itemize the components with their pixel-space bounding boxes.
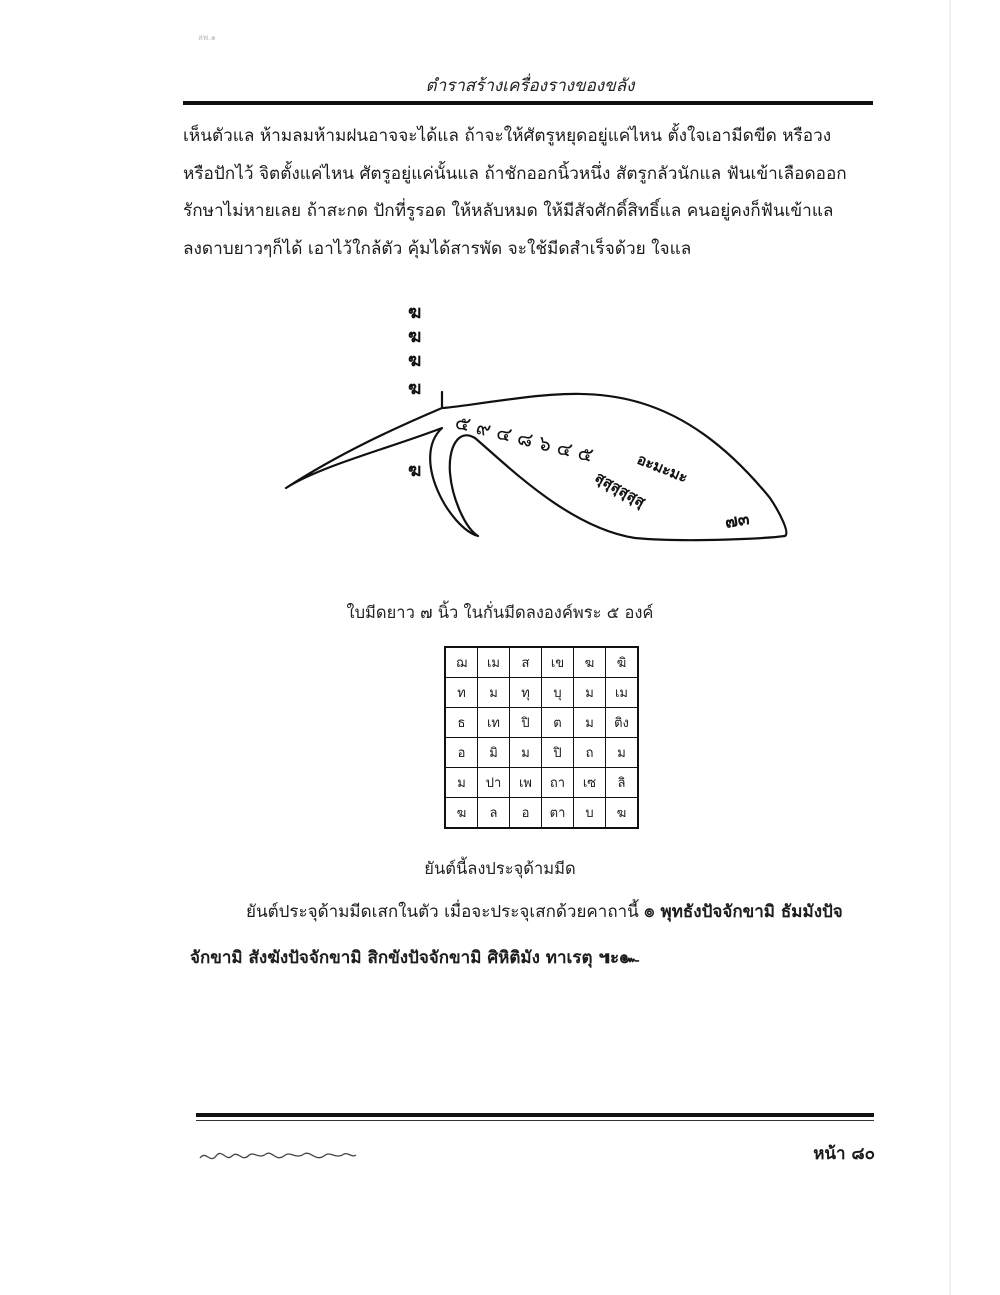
blade-inscription: ๕ ๙ ๔ ๘ ๖ ๔ ๕ [452, 409, 596, 468]
knife-caption: ใบมีดยาว ๗ นิ้ว ในกั่นมีดลงองค์พระ ๕ องค์ [346, 603, 654, 622]
grid-row [445, 678, 638, 708]
grid-cell: ม [478, 678, 510, 708]
grid-cell: ฆิ [606, 647, 639, 678]
grid-cell: ฆ [574, 647, 606, 678]
grid-cell: ทุ [510, 678, 542, 708]
grid-row [445, 768, 638, 798]
incantation-line-2 [190, 936, 880, 980]
grid-row [445, 708, 638, 738]
grid-cell: เข [542, 647, 574, 678]
grid-row [445, 738, 638, 768]
incantation-text: ๏ พุทธังปัจจักขามิ ธัมมังปัจ [644, 902, 843, 922]
knife-figure [280, 298, 800, 588]
grid-cell: ตา [542, 798, 574, 829]
incantation-line-1 [246, 890, 876, 934]
grid-cell: เซ [574, 768, 606, 798]
footer-rule [196, 1113, 874, 1117]
grid-cell: ส [510, 647, 542, 678]
grid-cell: อ [510, 798, 542, 829]
grid-cell: ม [606, 738, 639, 768]
corner-mark: ลพ.๑ [198, 33, 216, 42]
grid-cell: เพ [510, 768, 542, 798]
grid-cell: เท [478, 708, 510, 738]
side-glyph: ฆ [408, 350, 422, 371]
yantra-grid [444, 646, 639, 829]
grid-cell: ปิ [542, 738, 574, 768]
grid-cell: ฆ [445, 798, 478, 829]
side-glyph: ฆ [408, 302, 422, 323]
grid-row [445, 798, 638, 829]
body-line: เห็นตัวแล ห้ามลมห้ามฝนอาจจะได้แล ถ้าจะให้ศัตรูหยุดอยู่แค่ไหน ตั้งใจเอามีดขีด หรือวง [183, 126, 832, 146]
side-glyph: ฆ [408, 326, 422, 347]
grid-cell: ถา [542, 768, 574, 798]
grid-cell: บ [574, 798, 606, 829]
grid-cell: ม [510, 738, 542, 768]
grid-row [445, 647, 638, 678]
footer-rule-thin [196, 1120, 874, 1121]
grid-cell: ปิ [510, 708, 542, 738]
body-text [183, 118, 875, 268]
grid-cell: ลิ [606, 768, 639, 798]
body-line: หรือปักไว้ จิตตั้งแค่ไหน ศัตรูอยู่แค่นั้นแล ถ้าชักออกนิ้วหนึ่ง สัตรูกลัวนักแล ฟันเข้าเลือดออก [183, 163, 847, 184]
running-title: ตำราสร้างเครื่องรางของขลัง [425, 76, 635, 96]
grid-cell: เม [606, 678, 639, 708]
grid-cell: อ [445, 738, 478, 768]
page-number: หน้า ๘๐ [813, 1144, 875, 1164]
footer-signature [196, 1138, 366, 1168]
grid-caption: ยันต์นี้ลงประจุด้ามมีด [424, 859, 576, 878]
incantation-intro: ยันต์ประจุด้ามมีดเสกในตัว เมื่อจะประจุเสกด้วยคาถานี้ [246, 902, 645, 922]
grid-cell: ม [445, 768, 478, 798]
body-line: รักษาไม่หายเลย ถ้าสะกด ปักที่รูรอด ให้หลับหมด ให้มีสัจศักดิ์สิทธิ์แล คนอยู่คงก็ฟันเข้าแล [183, 201, 834, 221]
grid-cell: ม [574, 678, 606, 708]
grid-cell: บุ [542, 678, 574, 708]
blade-inscription: อะมะมะ [634, 450, 691, 487]
grid-cell: ท [445, 678, 478, 708]
grid-cell: ธ [445, 708, 478, 738]
grid-cell: ถ [574, 738, 606, 768]
blade-number: ๗๓ [723, 508, 751, 533]
knife-blade-outline [286, 392, 786, 540]
grid-cell: ฌ [445, 647, 478, 678]
side-glyph: ฆ [408, 378, 422, 399]
blade-inscription: สุสุสุสุสุสุ [592, 467, 649, 511]
grid-cell: ติง [606, 708, 639, 738]
grid-cell: ต [542, 708, 574, 738]
grid-cell: ม [574, 708, 606, 738]
incantation-text: จักขามิ สังฆังปัจจักขามิ สิกขังปัจจักขามิ ศิหิติมัง ทาเรตุ ๚ะ๛ [190, 948, 639, 968]
side-glyph: ฆ [408, 460, 422, 481]
grid-cell: มิ [478, 738, 510, 768]
grid-cell: ล [478, 798, 510, 829]
grid-cell: ฆ [606, 798, 639, 829]
body-line: ลงดาบยาวๆก็ได้ เอาไว้ใกล้ตัว คุ้มได้สารพัด จะใช้มีดสำเร็จด้วย ใจแล [183, 238, 692, 259]
grid-cell: ปา [478, 768, 510, 798]
grid-cell: เม [478, 647, 510, 678]
header-rule [183, 101, 873, 105]
